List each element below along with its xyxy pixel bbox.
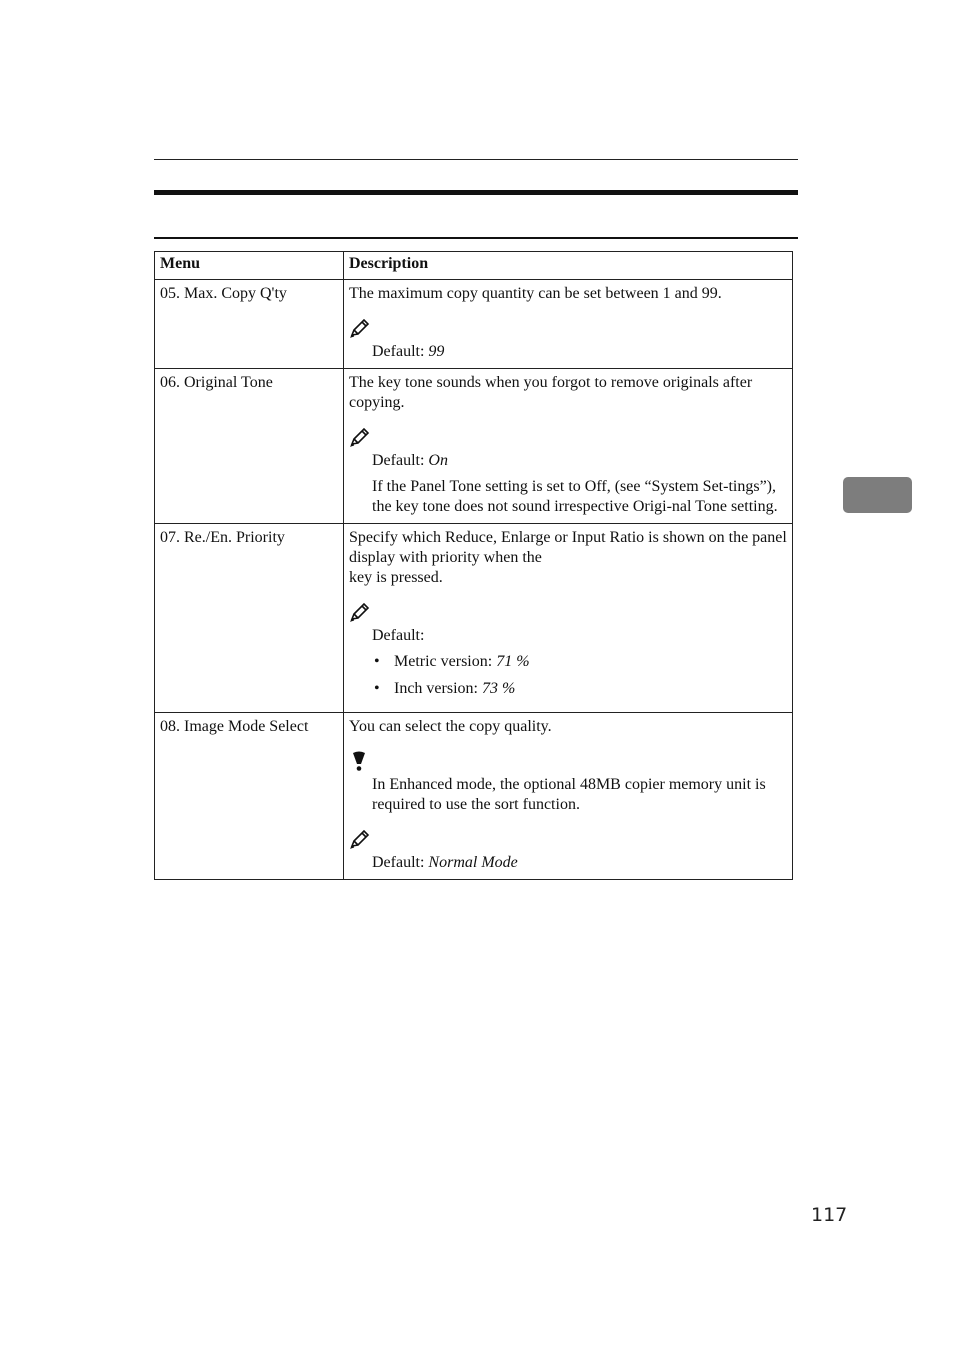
note-text: If the Panel Tone setting is set to Off, (see “System Set-tings”), the key tone does not sound irrespective Origi-nal Tone setting. xyxy=(372,478,778,515)
default-value: On xyxy=(428,452,448,469)
pencil-note-icon xyxy=(349,318,371,338)
description-cell xyxy=(344,524,793,713)
default-value: 99 xyxy=(428,343,445,360)
description-text: The key tone sounds when you forgot to remove originals after copying. xyxy=(349,374,753,411)
default-value: Normal Mode xyxy=(428,854,518,871)
page-number: 117 xyxy=(811,1204,848,1226)
description-cell xyxy=(344,280,793,369)
table-row xyxy=(155,369,793,524)
header-rule-thick xyxy=(154,190,798,195)
bullet-label: Metric version: xyxy=(394,653,493,670)
default-list xyxy=(349,652,787,699)
menu-cell: 05. Max. Copy Q'ty xyxy=(155,280,344,369)
table-row xyxy=(155,280,793,369)
header-menu: Menu xyxy=(155,252,344,280)
pencil-note-icon xyxy=(349,427,371,447)
header-rule-thin xyxy=(154,159,798,160)
default-line xyxy=(349,853,787,873)
list-item xyxy=(372,652,787,672)
header-description: Description xyxy=(344,252,793,280)
limitation-icon xyxy=(349,751,371,771)
bullet-value: 71 % xyxy=(496,653,530,670)
limitation-text: In Enhanced mode, the optional 48MB copier memory unit is required to use the sort function. xyxy=(372,776,766,813)
settings-table xyxy=(154,251,793,880)
menu-cell: 08. Image Mode Select xyxy=(155,713,344,880)
default-label: Default: xyxy=(372,343,425,360)
chapter-tab xyxy=(843,477,912,513)
table-row xyxy=(155,524,793,713)
menu-cell: 06. Original Tone xyxy=(155,369,344,524)
default-line xyxy=(349,451,787,471)
bullet-label: Inch version: xyxy=(394,680,478,697)
default-line xyxy=(349,342,787,362)
list-item xyxy=(372,679,787,699)
description-text-cont: key is pressed. xyxy=(349,569,443,586)
table-row xyxy=(155,713,793,880)
pencil-note-icon xyxy=(349,829,371,849)
description-cell xyxy=(344,369,793,524)
default-label: Default: xyxy=(372,452,425,469)
description-cell xyxy=(344,713,793,880)
section-rule xyxy=(154,237,798,239)
default-label: Default: xyxy=(372,627,425,644)
description-text: Specify which Reduce, Enlarge or Input Ratio is shown on the panel display with priority when the xyxy=(349,529,787,566)
pencil-note-icon xyxy=(349,602,371,622)
bullet-value: 73 % xyxy=(481,680,516,697)
default-label: Default: xyxy=(372,854,425,871)
description-text: The maximum copy quantity can be set between 1 and 99. xyxy=(349,285,722,302)
description-text: You can select the copy quality. xyxy=(349,718,552,735)
menu-cell: 07. Re./En. Priority xyxy=(155,524,344,713)
table-header-row xyxy=(155,252,793,280)
